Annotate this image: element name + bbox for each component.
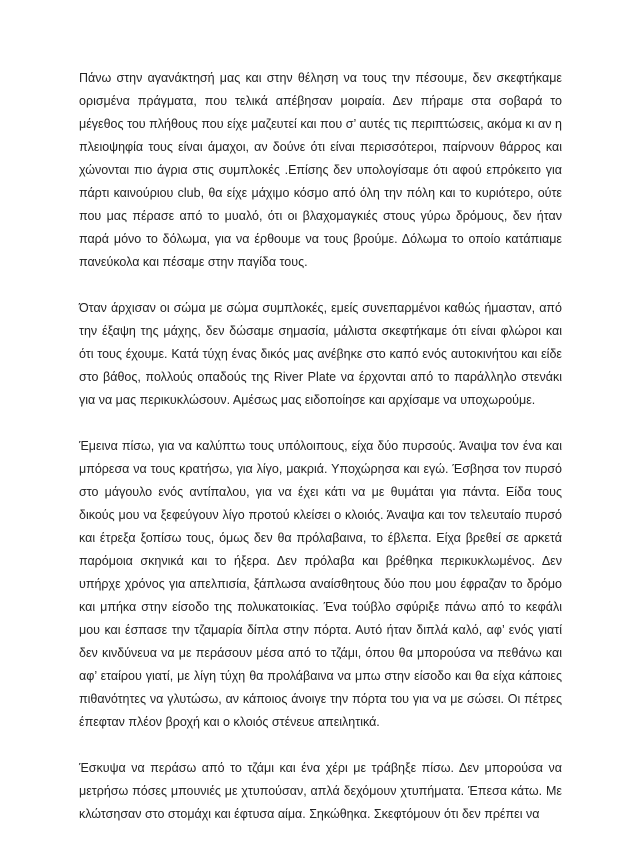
document-page [79,67,562,849]
paragraph-4: Έσκυψα να περάσω από το τζάμι και ένα χέρι με τράβηξε πίσω. Δεν μπορούσα να μετρήσω πόσες μπουνιές με χτυπούσαν, απλά δεχόμουν χτυπήματα. Έπεσα κάτω. Με κλώτσησαν στο στομάχι και έφτυσα αίμα. Σηκώθηκα. Σκεφτόμουν ότι δεν πρέπει να [79,761,562,821]
paragraph-2: Όταν άρχισαν οι σώμα με σώμα συμπλοκές, εμείς συνεπαρμένοι καθώς ήμασταν, από την έξαψη της μάχης, δεν δώσαμε σημασία, μάλιστα σκεφτήκαμε ότι είναι φλώροι και ότι τους έχουμε. Κατά τύχη ένας δικός μας ανέβηκε στο καπό ενός αυτοκινήτου και είδε στο βάθος, πολλούς οπαδούς της River Plate να έρχονται από το παράλληλο στενάκι για να μας περικυκλώσουν. Αμέσως μας ειδοποίησε και αρχίσαμε να υποχωρούμε. [79,301,562,407]
paragraph-1: Πάνω στην αγανάκτησή μας και στην θέληση να τους την πέσουμε, δεν σκεφτήκαμε ορισμένα πράγματα, που τελικά απέβησαν μοιραία. Δεν πήραμε στα σοβαρά το μέγεθος του πλήθους που είχε μαζευτεί και που σ’ αυτές τις περιπτώσεις, ακόμα κι αν η πλειοψηφία τους είναι άμαχοι, αν δούνε ότι είναι περισσότεροι, παίρνουν θάρρος και χώνονται πιο άγρια στις συμπλοκές .Επίσης δεν υπολογίσαμε ότι αφού επρόκειτο για πάρτι καινούριου club, θα είχε μάχιμο κόσμο από όλη την πόλη και το κυριότερο, ούτε που μας πέρασε από το μυαλό, ότι οι βλαχομαγκιές στους γύρω δρόμους, δεν ήταν παρά μόνο το δόλωμα, για να έρθουμε να τους βρούμε. Δόλωμα το οποίο κατάπιαμε πανεύκολα και πέσαμε στην παγίδα τους. [79,71,562,269]
paragraph-3: Έμεινα πίσω, για να καλύπτω τους υπόλοιπους, είχα δύο πυρσούς. Άναψα τον ένα και μπόρεσα να τους κρατήσω, για λίγο, μακριά. Υποχώρησα και εγώ. Έσβησα τον πυρσό στο μάγουλο ενός αντίπαλου, για να έχει κάτι να με θυμάται για πάντα. Είδα τους δικούς μου να ξεφεύγουν λίγο προτού κλείσει ο κλοιός. Άναψα και τον τελευταίο πυρσό και έτρεξα ξοπίσω τους, όμως δεν θα πρόλαβαινα, το έβλεπα. Είχα βρεθεί σε αρκετά παρόμοια σκηνικά και το ήξερα. Δεν πρόλαβα και βρέθηκα περικυκλωμένος. Δεν υπήρχε χρόνος για απελπισία, ξάπλωσα αναίσθητους δύο που μου έφραζαν το δρόμο και μπήκα στην είσοδο της πολυκατοικίας. Ένα τούβλο σφύριξε πάνω από το κεφάλι μου και έσπασε την τζαμαρία δίπλα στην πόρτα. Αυτό ήταν διπλά καλό, αφ’ ενός γιατί δεν κινδύνευα να με περάσουν μέσα από το τζάμι, όπου θα μπορούσα να πεθάνω και αφ’ εταίρου γιατί, με λίγη τύχη θα προλάβαινα να μπω στην είσοδο και θα είχα κάποιες πιθανότητες να γλυτώσω, αν κάποιος άνοιγε την πόρτα του για να με σώσει. Οι πέτρες έπεφταν πλέον βροχή και ο κλοιός στένευε απειλητικά. [79,439,562,729]
